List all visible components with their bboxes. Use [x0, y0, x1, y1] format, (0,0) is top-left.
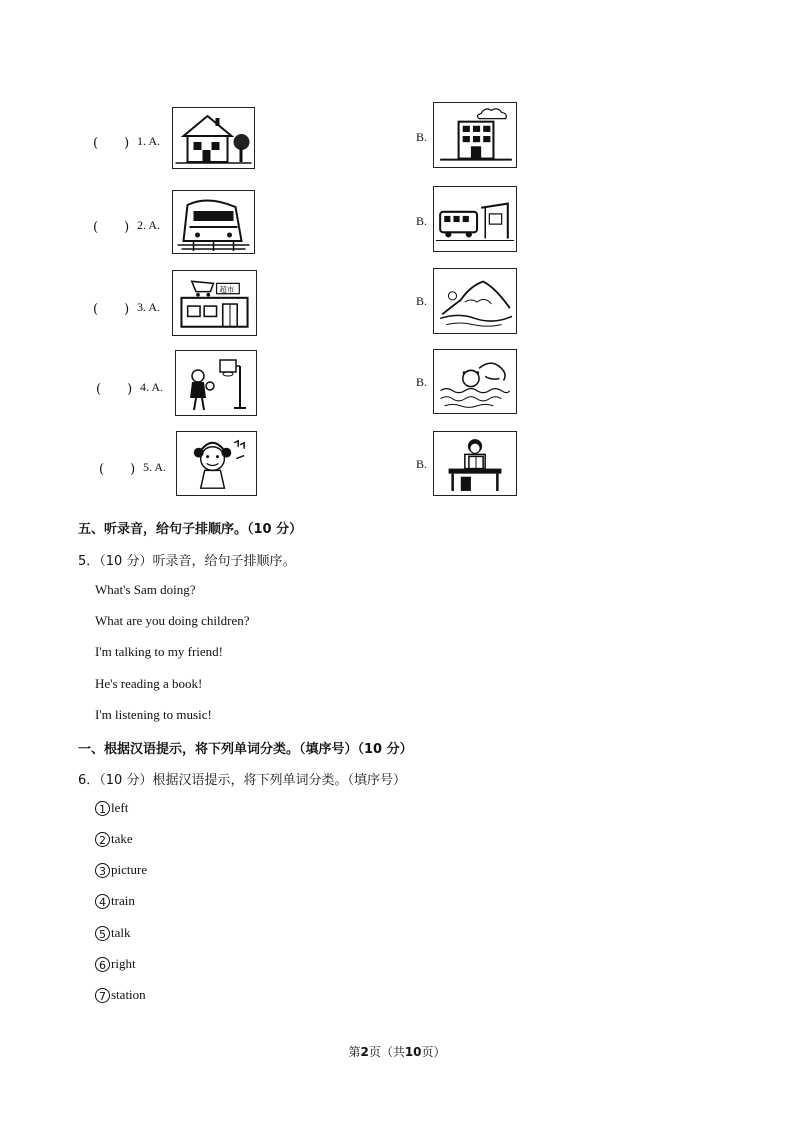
- word-item: [95, 893, 135, 909]
- word-text: talk: [111, 925, 131, 940]
- question-label: 4. A.: [140, 380, 164, 394]
- sentence-item: I'm talking to my friend!: [95, 644, 223, 659]
- picture-question-1: [0, 102, 794, 172]
- word-item: [95, 987, 146, 1003]
- question-6-prompt: 6．（10 分）根据汉语提示，将下列单词分类。（填序号）: [78, 773, 406, 788]
- train-picture-icon: [172, 190, 255, 254]
- footer-suffix: 页）: [421, 1045, 446, 1059]
- svg-text:超市: 超市: [219, 285, 235, 295]
- swimming-picture-icon: [433, 349, 517, 414]
- section-one-heading: 一、根据汉语提示，将下列单词分类。（填序号）（10 分）: [78, 742, 413, 757]
- option-b-label: B.: [416, 130, 428, 144]
- word-item: [95, 925, 131, 941]
- reading-picture-icon: [433, 431, 517, 496]
- sentence-item: He's reading a book!: [95, 676, 203, 691]
- bus-stop-picture-icon: [433, 186, 517, 252]
- picture-question-5: [0, 430, 794, 500]
- house-picture-icon: [172, 107, 255, 169]
- answer-parentheses[interactable]: ( ): [93, 220, 130, 235]
- question-label: 2. A.: [137, 218, 161, 232]
- word-text: take: [111, 831, 133, 846]
- mountain-picture-icon: [433, 268, 517, 334]
- item-number-circle: 7: [95, 988, 110, 1003]
- building-picture-icon: [433, 102, 517, 168]
- footer-middle: 页（共: [368, 1045, 405, 1059]
- answer-parentheses[interactable]: ( ): [99, 462, 136, 477]
- item-number-circle: 1: [95, 801, 110, 816]
- word-text: train: [111, 893, 135, 908]
- picture-question-4: [0, 348, 794, 418]
- footer-page-number: 2: [360, 1045, 369, 1059]
- answer-parentheses[interactable]: ( ): [93, 302, 130, 317]
- item-number-circle: 4: [95, 894, 110, 909]
- picture-question-3: [0, 268, 794, 338]
- page-footer: [0, 1043, 794, 1060]
- option-b-label: B.: [416, 375, 428, 389]
- word-text: picture: [111, 862, 148, 877]
- option-b-label: B.: [416, 294, 428, 308]
- question-label: 5. A.: [143, 460, 167, 474]
- question-5-prompt: 5．（10 分）听录音，给句子排顺序。: [78, 554, 296, 569]
- answer-parentheses[interactable]: ( ): [96, 382, 133, 397]
- sentence-item: I'm listening to music!: [95, 707, 212, 722]
- picture-question-2: [0, 186, 794, 256]
- word-text: left: [111, 800, 129, 815]
- word-item: [95, 800, 128, 816]
- word-item: [95, 831, 133, 847]
- question-label: 3. A.: [137, 300, 161, 314]
- item-number-circle: 5: [95, 926, 110, 941]
- word-item: [95, 862, 147, 878]
- sentence-item: What's Sam doing?: [95, 582, 196, 597]
- sentence-item: What are you doing children?: [95, 613, 250, 628]
- basketball-picture-icon: [175, 350, 257, 416]
- footer-prefix: 第: [348, 1045, 361, 1059]
- item-number-circle: 6: [95, 957, 110, 972]
- supermarket-picture-icon: [172, 270, 257, 336]
- item-number-circle: 3: [95, 863, 110, 878]
- footer-total-pages: 10: [404, 1045, 422, 1059]
- section-five-heading: 五、听录音，给句子排顺序。（10 分）: [78, 522, 303, 537]
- word-text: right: [111, 956, 136, 971]
- option-b-label: B.: [416, 457, 428, 471]
- listening-music-picture-icon: [176, 431, 257, 496]
- option-b-label: B.: [416, 214, 428, 228]
- question-label: 1. A.: [137, 134, 161, 148]
- item-number-circle: 2: [95, 832, 110, 847]
- word-item: [95, 956, 136, 972]
- word-text: station: [111, 987, 146, 1002]
- answer-parentheses[interactable]: ( ): [93, 136, 130, 151]
